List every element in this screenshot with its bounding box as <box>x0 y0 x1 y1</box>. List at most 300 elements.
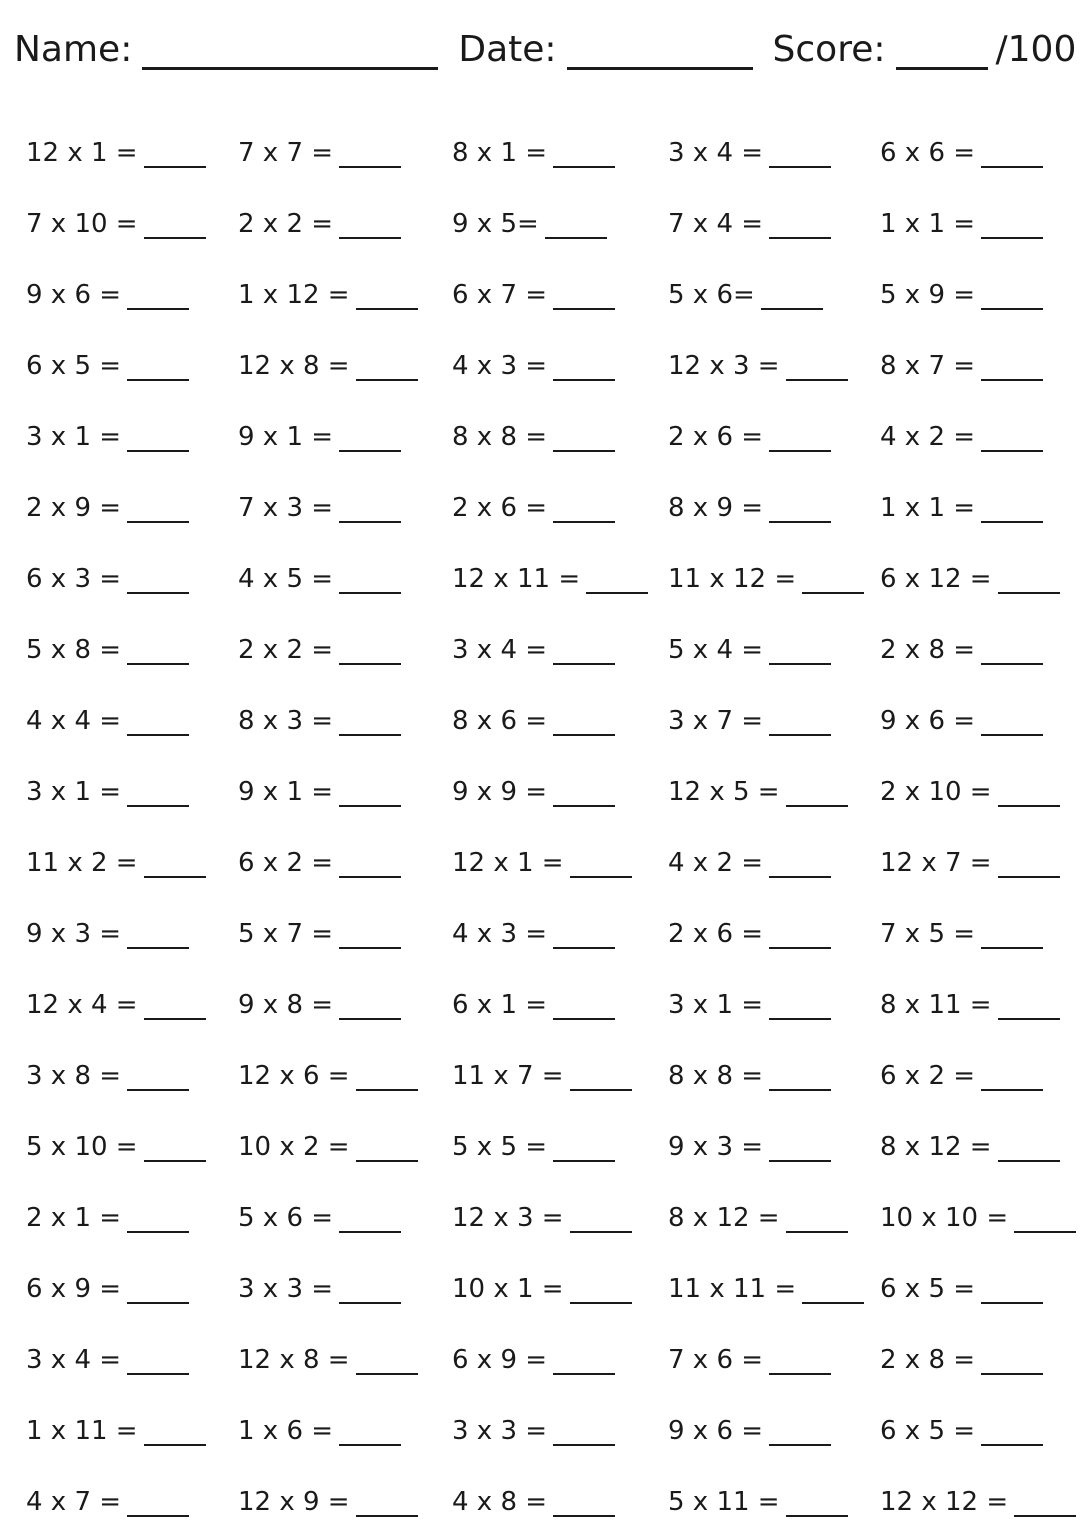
problem-item <box>26 1416 206 1446</box>
answer-blank[interactable] <box>127 424 189 452</box>
answer-blank[interactable] <box>356 1134 418 1162</box>
answer-blank[interactable] <box>144 1134 206 1162</box>
problem-item <box>26 919 189 949</box>
problem-item <box>238 138 401 168</box>
answer-blank[interactable] <box>802 1276 864 1304</box>
answer-blank[interactable] <box>356 282 418 310</box>
answer-blank[interactable] <box>339 1276 401 1304</box>
problem-question: 4 x 3 = <box>452 351 548 381</box>
problem-item <box>668 138 831 168</box>
problem-question: 7 x 7 = <box>238 138 334 168</box>
problem-question: 5 x 7 = <box>238 919 334 949</box>
answer-blank[interactable] <box>127 708 189 736</box>
problem-row <box>0 686 1080 746</box>
answer-blank[interactable] <box>127 1063 189 1091</box>
answer-blank[interactable] <box>981 637 1043 665</box>
answer-blank[interactable] <box>127 779 189 807</box>
problem-question: 7 x 5 = <box>880 919 976 949</box>
answer-blank[interactable] <box>339 495 401 523</box>
problem-item <box>238 1416 401 1446</box>
problem-item <box>668 1203 848 1233</box>
problem-question: 1 x 11 = <box>26 1416 138 1446</box>
answer-blank[interactable] <box>769 708 831 736</box>
answer-blank[interactable] <box>553 282 615 310</box>
problem-question: 3 x 7 = <box>668 706 764 736</box>
problem-item <box>668 1345 831 1375</box>
answer-blank[interactable] <box>553 1347 615 1375</box>
problem-question: 8 x 12 = <box>880 1132 992 1162</box>
answer-blank[interactable] <box>127 1205 189 1233</box>
problem-item <box>238 919 401 949</box>
answer-blank[interactable] <box>144 850 206 878</box>
problem-item <box>26 422 189 452</box>
problem-question: 1 x 6 = <box>238 1416 334 1446</box>
problem-item <box>452 422 615 452</box>
answer-blank[interactable] <box>769 992 831 1020</box>
problem-item <box>238 848 401 878</box>
problem-question: 2 x 2 = <box>238 209 334 239</box>
problem-question: 2 x 6 = <box>452 493 548 523</box>
problem-question: 8 x 6 = <box>452 706 548 736</box>
answer-blank[interactable] <box>981 140 1043 168</box>
problem-question: 3 x 1 = <box>26 777 122 807</box>
problem-item <box>452 209 607 239</box>
problem-question: 7 x 10 = <box>26 209 138 239</box>
problem-question: 9 x 3 = <box>668 1132 764 1162</box>
answer-blank[interactable] <box>769 495 831 523</box>
answer-blank[interactable] <box>553 424 615 452</box>
problem-question: 4 x 3 = <box>452 919 548 949</box>
problem-question: 6 x 5 = <box>26 351 122 381</box>
problem-item <box>880 1061 1043 1091</box>
problem-question: 4 x 8 = <box>452 1487 548 1517</box>
answer-blank[interactable] <box>761 282 823 310</box>
answer-blank[interactable] <box>786 1489 848 1517</box>
answer-blank[interactable] <box>545 211 607 239</box>
problem-question: 9 x 9 = <box>452 777 548 807</box>
answer-blank[interactable] <box>339 1205 401 1233</box>
problem-item <box>880 635 1043 665</box>
problem-question: 6 x 7 = <box>452 280 548 310</box>
problem-question: 6 x 3 = <box>26 564 122 594</box>
answer-blank[interactable] <box>339 637 401 665</box>
problem-question: 4 x 2 = <box>668 848 764 878</box>
problem-item <box>26 990 206 1020</box>
answer-blank[interactable] <box>769 1347 831 1375</box>
problem-question: 3 x 1 = <box>668 990 764 1020</box>
answer-blank[interactable] <box>586 566 648 594</box>
problem-item <box>238 777 401 807</box>
problem-question: 10 x 1 = <box>452 1274 564 1304</box>
problem-item <box>880 1132 1060 1162</box>
problem-item <box>452 1061 632 1091</box>
problem-item <box>880 706 1043 736</box>
problem-question: 5 x 4 = <box>668 635 764 665</box>
answer-blank[interactable] <box>339 992 401 1020</box>
problem-item <box>880 351 1043 381</box>
problem-item <box>452 1345 615 1375</box>
problem-item <box>238 422 401 452</box>
problem-item <box>452 564 648 594</box>
problem-row <box>0 331 1080 391</box>
score-total: /100 <box>995 29 1077 70</box>
problem-item <box>668 919 831 949</box>
problem-question: 5 x 8 = <box>26 635 122 665</box>
answer-blank[interactable] <box>570 850 632 878</box>
answer-blank[interactable] <box>553 708 615 736</box>
answer-blank[interactable] <box>998 1134 1060 1162</box>
answer-blank[interactable] <box>981 1276 1043 1304</box>
answer-blank[interactable] <box>553 637 615 665</box>
problem-item <box>668 990 831 1020</box>
answer-blank[interactable] <box>356 1063 418 1091</box>
problem-question: 5 x 6 = <box>238 1203 334 1233</box>
answer-blank[interactable] <box>981 353 1043 381</box>
answer-blank[interactable] <box>356 1489 418 1517</box>
problem-item <box>668 422 831 452</box>
problem-question: 2 x 8 = <box>880 1345 976 1375</box>
answer-blank[interactable] <box>339 779 401 807</box>
answer-blank[interactable] <box>553 495 615 523</box>
problem-row <box>0 544 1080 604</box>
problem-item <box>26 1487 189 1517</box>
problem-row <box>0 402 1080 462</box>
problem-item <box>26 1061 189 1091</box>
problem-item <box>880 493 1043 523</box>
problem-question: 11 x 2 = <box>26 848 138 878</box>
problem-row <box>0 828 1080 888</box>
problem-item <box>26 280 189 310</box>
problem-item <box>668 1416 831 1446</box>
problem-item <box>26 493 189 523</box>
answer-blank[interactable] <box>553 921 615 949</box>
problem-row <box>0 189 1080 249</box>
problem-question: 8 x 9 = <box>668 493 764 523</box>
problem-item <box>26 706 189 736</box>
problem-row <box>0 1112 1080 1172</box>
worksheet-header <box>14 24 1077 70</box>
answer-blank[interactable] <box>769 211 831 239</box>
problem-question: 12 x 3 = <box>452 1203 564 1233</box>
answer-blank[interactable] <box>553 1134 615 1162</box>
problem-question: 2 x 8 = <box>880 635 976 665</box>
problem-question: 12 x 1 = <box>26 138 138 168</box>
date-field[interactable] <box>458 30 772 70</box>
score-field[interactable] <box>773 30 1077 70</box>
score-label: Score: <box>772 29 886 70</box>
problem-item <box>668 493 831 523</box>
problem-item <box>238 1274 401 1304</box>
problem-item <box>238 1345 418 1375</box>
problem-question: 9 x 8 = <box>238 990 334 1020</box>
problem-question: 3 x 3 = <box>238 1274 334 1304</box>
problem-item <box>26 1203 189 1233</box>
problem-question: 7 x 6 = <box>668 1345 764 1375</box>
answer-blank[interactable] <box>127 282 189 310</box>
problem-item <box>880 1345 1043 1375</box>
answer-blank[interactable] <box>998 850 1060 878</box>
problem-question: 12 x 9 = <box>238 1487 350 1517</box>
problem-item <box>26 138 206 168</box>
problem-item <box>452 706 615 736</box>
answer-blank[interactable] <box>769 921 831 949</box>
problem-item <box>880 919 1043 949</box>
problem-item <box>668 209 831 239</box>
answer-blank[interactable] <box>553 1489 615 1517</box>
problem-row <box>0 757 1080 817</box>
problem-item <box>238 209 401 239</box>
answer-blank[interactable] <box>981 495 1043 523</box>
problem-question: 5 x 10 = <box>26 1132 138 1162</box>
problem-item <box>26 209 206 239</box>
answer-blank[interactable] <box>339 424 401 452</box>
problem-row <box>0 1325 1080 1385</box>
name-field[interactable] <box>14 30 458 70</box>
problem-item <box>668 1061 831 1091</box>
problem-item <box>452 848 632 878</box>
problem-question: 3 x 4 = <box>668 138 764 168</box>
answer-blank[interactable] <box>339 211 401 239</box>
problem-question: 2 x 6 = <box>668 919 764 949</box>
problem-item <box>238 706 401 736</box>
answer-blank[interactable] <box>339 708 401 736</box>
answer-blank[interactable] <box>339 566 401 594</box>
problem-question: 4 x 4 = <box>26 706 122 736</box>
problem-question: 4 x 2 = <box>880 422 976 452</box>
problem-question: 7 x 3 = <box>238 493 334 523</box>
date-blank[interactable] <box>567 31 753 70</box>
problem-item <box>452 635 615 665</box>
answer-blank[interactable] <box>786 1205 848 1233</box>
answer-blank[interactable] <box>127 1276 189 1304</box>
answer-blank[interactable] <box>998 779 1060 807</box>
problem-item <box>238 1203 401 1233</box>
answer-blank[interactable] <box>144 1418 206 1446</box>
answer-blank[interactable] <box>981 708 1043 736</box>
answer-blank[interactable] <box>1014 1205 1076 1233</box>
problem-question: 5 x 11 = <box>668 1487 780 1517</box>
answer-blank[interactable] <box>786 779 848 807</box>
answer-blank[interactable] <box>769 140 831 168</box>
problem-item <box>238 564 401 594</box>
problem-item <box>880 209 1043 239</box>
answer-blank[interactable] <box>339 850 401 878</box>
problem-item <box>26 1132 206 1162</box>
problem-item <box>668 706 831 736</box>
problem-question: 1 x 12 = <box>238 280 350 310</box>
problem-item <box>452 990 615 1020</box>
answer-blank[interactable] <box>553 1418 615 1446</box>
problem-question: 6 x 2 = <box>880 1061 976 1091</box>
problem-question: 10 x 2 = <box>238 1132 350 1162</box>
problem-question: 2 x 2 = <box>238 635 334 665</box>
answer-blank[interactable] <box>981 211 1043 239</box>
problem-item <box>880 138 1043 168</box>
answer-blank[interactable] <box>769 424 831 452</box>
answer-blank[interactable] <box>553 992 615 1020</box>
problem-question: 3 x 8 = <box>26 1061 122 1091</box>
problem-item <box>26 635 189 665</box>
problem-question: 11 x 12 = <box>668 564 797 594</box>
answer-blank[interactable] <box>998 566 1060 594</box>
problem-item <box>668 1487 848 1517</box>
problem-question: 12 x 8 = <box>238 1345 350 1375</box>
problem-item <box>668 1132 831 1162</box>
problem-row <box>0 1396 1080 1456</box>
answer-blank[interactable] <box>786 353 848 381</box>
problem-question: 1 x 1 = <box>880 493 976 523</box>
problem-grid <box>0 118 1080 1518</box>
problem-item <box>26 1345 189 1375</box>
answer-blank[interactable] <box>553 779 615 807</box>
problem-item <box>452 1416 615 1446</box>
answer-blank[interactable] <box>981 424 1043 452</box>
problem-item <box>880 1274 1043 1304</box>
answer-blank[interactable] <box>127 566 189 594</box>
answer-blank[interactable] <box>339 921 401 949</box>
problem-item <box>26 564 189 594</box>
answer-blank[interactable] <box>144 140 206 168</box>
problem-question: 6 x 2 = <box>238 848 334 878</box>
problem-item <box>452 138 615 168</box>
problem-question: 6 x 6 = <box>880 138 976 168</box>
problem-question: 4 x 5 = <box>238 564 334 594</box>
answer-blank[interactable] <box>981 1063 1043 1091</box>
answer-blank[interactable] <box>553 140 615 168</box>
problem-question: 5 x 6= <box>668 280 755 310</box>
problem-question: 5 x 9 = <box>880 280 976 310</box>
problem-question: 12 x 5 = <box>668 777 780 807</box>
problem-item <box>880 1487 1076 1517</box>
problem-item <box>238 1487 418 1517</box>
problem-question: 9 x 6 = <box>668 1416 764 1446</box>
problem-question: 8 x 8 = <box>668 1061 764 1091</box>
answer-blank[interactable] <box>127 1489 189 1517</box>
score-blank[interactable] <box>896 31 988 70</box>
problem-question: 3 x 3 = <box>452 1416 548 1446</box>
problem-item <box>668 351 848 381</box>
answer-blank[interactable] <box>769 1063 831 1091</box>
problem-item <box>452 1274 632 1304</box>
answer-blank[interactable] <box>998 992 1060 1020</box>
problem-item <box>26 351 189 381</box>
answer-blank[interactable] <box>356 353 418 381</box>
problem-question: 8 x 12 = <box>668 1203 780 1233</box>
answer-blank[interactable] <box>144 211 206 239</box>
problem-item <box>668 635 831 665</box>
name-blank[interactable] <box>142 31 438 70</box>
problem-question: 6 x 5 = <box>880 1274 976 1304</box>
problem-question: 7 x 4 = <box>668 209 764 239</box>
name-label: Name: <box>14 29 133 70</box>
problem-question: 8 x 3 = <box>238 706 334 736</box>
problem-question: 3 x 1 = <box>26 422 122 452</box>
problem-item <box>238 351 418 381</box>
problem-item <box>238 1061 418 1091</box>
problem-question: 9 x 6 = <box>880 706 976 736</box>
problem-question: 10 x 10 = <box>880 1203 1009 1233</box>
problem-question: 4 x 7 = <box>26 1487 122 1517</box>
problem-question: 5 x 5 = <box>452 1132 548 1162</box>
problem-item <box>452 1487 615 1517</box>
problem-item <box>880 1416 1043 1446</box>
problem-item <box>452 493 615 523</box>
answer-blank[interactable] <box>1014 1489 1076 1517</box>
problem-item <box>880 1203 1076 1233</box>
problem-question: 12 x 7 = <box>880 848 992 878</box>
problem-item <box>668 1274 864 1304</box>
problem-question: 12 x 3 = <box>668 351 780 381</box>
answer-blank[interactable] <box>127 353 189 381</box>
answer-blank[interactable] <box>981 282 1043 310</box>
problem-item <box>452 280 615 310</box>
problem-question: 3 x 4 = <box>452 635 548 665</box>
problem-item <box>238 635 401 665</box>
problem-item <box>238 990 401 1020</box>
problem-question: 8 x 8 = <box>452 422 548 452</box>
problem-item <box>880 422 1043 452</box>
problem-question: 2 x 1 = <box>26 1203 122 1233</box>
problem-item <box>452 1203 632 1233</box>
answer-blank[interactable] <box>769 850 831 878</box>
answer-blank[interactable] <box>802 566 864 594</box>
answer-blank[interactable] <box>769 1134 831 1162</box>
problem-question: 1 x 1 = <box>880 209 976 239</box>
problem-question: 6 x 1 = <box>452 990 548 1020</box>
problem-question: 9 x 5= <box>452 209 539 239</box>
answer-blank[interactable] <box>144 992 206 1020</box>
problem-row <box>0 118 1080 178</box>
problem-row <box>0 260 1080 320</box>
problem-row <box>0 899 1080 959</box>
problem-row <box>0 970 1080 1030</box>
problem-item <box>668 777 848 807</box>
answer-blank[interactable] <box>769 1418 831 1446</box>
answer-blank[interactable] <box>769 637 831 665</box>
answer-blank[interactable] <box>981 1347 1043 1375</box>
problem-item <box>238 1132 418 1162</box>
problem-item <box>880 280 1043 310</box>
problem-question: 12 x 8 = <box>238 351 350 381</box>
answer-blank[interactable] <box>570 1276 632 1304</box>
answer-blank[interactable] <box>127 637 189 665</box>
answer-blank[interactable] <box>570 1205 632 1233</box>
answer-blank[interactable] <box>553 353 615 381</box>
problem-item <box>26 777 189 807</box>
problem-item <box>880 777 1060 807</box>
problem-question: 6 x 9 = <box>452 1345 548 1375</box>
problem-question: 12 x 1 = <box>452 848 564 878</box>
problem-question: 11 x 11 = <box>668 1274 797 1304</box>
problem-question: 8 x 1 = <box>452 138 548 168</box>
answer-blank[interactable] <box>356 1347 418 1375</box>
answer-blank[interactable] <box>981 1418 1043 1446</box>
problem-question: 9 x 6 = <box>26 280 122 310</box>
date-label: Date: <box>458 29 557 70</box>
answer-blank[interactable] <box>981 921 1043 949</box>
problem-question: 6 x 12 = <box>880 564 992 594</box>
answer-blank[interactable] <box>570 1063 632 1091</box>
problem-item <box>880 564 1060 594</box>
problem-item <box>238 280 418 310</box>
answer-blank[interactable] <box>127 495 189 523</box>
problem-item <box>880 848 1060 878</box>
answer-blank[interactable] <box>339 140 401 168</box>
answer-blank[interactable] <box>339 1418 401 1446</box>
problem-row <box>0 1183 1080 1243</box>
answer-blank[interactable] <box>127 1347 189 1375</box>
answer-blank[interactable] <box>127 921 189 949</box>
